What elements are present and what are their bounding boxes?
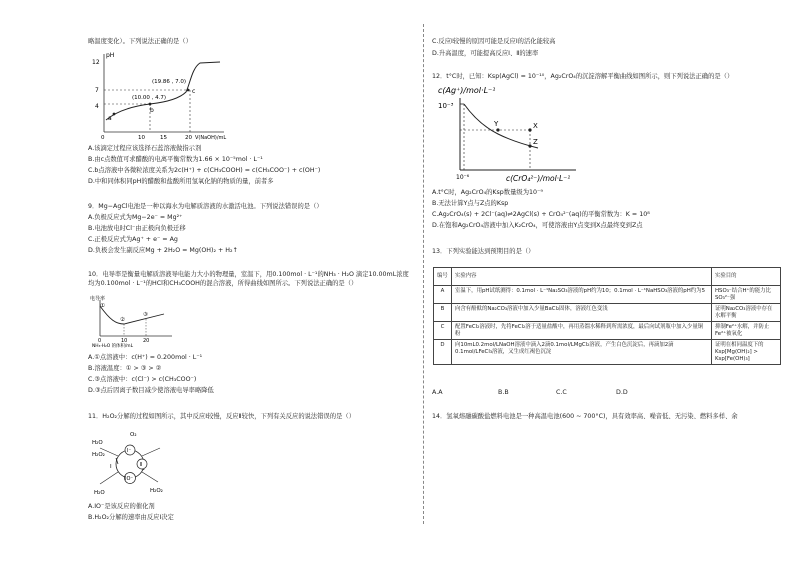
- table-header-row: [434, 268, 781, 286]
- q10-option-a: A.①点溶液中：c(H⁺) = 0.200mol · L⁻¹: [88, 354, 203, 361]
- o2-out-arrow: [142, 448, 160, 456]
- q9-option-d: D.负极会发生副反应Mg + 2H₂O = Mg(OH)₂ + H₂↑: [88, 247, 238, 254]
- conductivity-curve: [100, 306, 164, 324]
- point-3: ③: [143, 312, 148, 318]
- y-axis-label: 电导率: [90, 296, 106, 302]
- label-h2o-top: H₂O: [92, 440, 103, 446]
- q11-stem: 11．H₂O₂分解的过程如图所示，其中反应Ⅰ较慢，反应Ⅱ较快，下列有关反应的说法错误的是（）: [88, 413, 355, 420]
- q13-answer-a: A.A: [432, 389, 443, 396]
- row-d-content: 向10mL0.2mol/LNaOH溶液中滴入2滴0.1mol/LMgCl₂溶液，产生白色沉淀后，再滴加2滴0.1mol/LFeCl₃溶液，又生成红褐色沉淀: [452, 340, 712, 365]
- q11-option-c: C.反应Ⅰ较慢的原因可能是反应Ⅰ的活化能较高: [432, 38, 556, 45]
- x-axis-label: V(NaOH)/mL: [195, 135, 227, 140]
- q8-option-b: B.由c点数值可求醋酸的电离平衡常数为1.66 × 10⁻⁵mol · L⁻¹: [88, 156, 263, 163]
- row-b-purpose: 证明Na₂CO₃溶液中存在水解平衡: [712, 304, 781, 322]
- x-axis-label: c(CrO₄²⁻)/mol·L⁻¹: [506, 174, 571, 183]
- q10-option-d: D.③点后因离子数目减少使溶液电导率略降低: [88, 387, 214, 394]
- x-tick-20: 20: [143, 338, 150, 344]
- label-x: X: [533, 122, 538, 130]
- label-z: Z: [533, 138, 538, 146]
- q13-answer-b: B.B: [498, 389, 509, 396]
- annotation-10-00: (10.00 , 4.7): [132, 95, 167, 101]
- q8-option-c: C.b点溶液中各微粒浓度关系为2c(H⁺) + c(CH₃COOH) = c(CH₃COO⁻) + c(OH⁻): [88, 167, 321, 174]
- q9-option-b: B.电池放电时Cl⁻由正极向负极迁移: [88, 225, 186, 232]
- y-tick-4: 4: [95, 103, 99, 110]
- label-c: c: [192, 88, 196, 95]
- row-b-content: 向含有酚酞的Na₂CO₃溶液中加入少量BaCl₂固体，溶液红色变浅: [452, 304, 712, 322]
- x-tick-0: 0: [101, 135, 105, 140]
- column-divider: [423, 24, 424, 524]
- row-d-purpose: 证明在相同温度下的Ksp[Mg(OH)₂] > Ksp[Fe(OH)₃]: [712, 340, 781, 365]
- y-tick-7: 7: [95, 87, 99, 94]
- row-a-purpose: HSO₃⁻结合H⁺的能力比SO₃²⁻强: [712, 286, 781, 304]
- q13-stem: 13．下列实验能达到预期目的是（）: [432, 248, 535, 255]
- label-b: b: [150, 107, 154, 114]
- point-b: [149, 103, 152, 106]
- left-column: [88, 0, 410, 562]
- row-d-number: D: [434, 340, 452, 365]
- q13-answer-d: D.D: [616, 389, 628, 396]
- y-tick-12: 12: [92, 59, 100, 66]
- q9-option-a: A.负极反应式为Mg−2e⁻ = Mg²⁺: [88, 214, 183, 221]
- point-a: [113, 113, 116, 116]
- x-tick: 10⁻⁶: [456, 174, 470, 181]
- h2o-out-arrow-1: [100, 472, 118, 484]
- x-tick-0: 0: [98, 338, 102, 344]
- row-c-number: C: [434, 322, 452, 340]
- q8-stem-tail: 略温度变化）。下列说法正确的是（）: [88, 38, 192, 45]
- q11-option-b: B.H₂O₂分解的速率由反应Ⅰ决定: [88, 514, 174, 521]
- label-h2o-bottom: H₂O: [94, 490, 105, 496]
- point-2: ②: [120, 317, 125, 323]
- point-x: [528, 128, 531, 131]
- label-i-minus: I⁻: [127, 448, 132, 454]
- table-header-number: 编号: [434, 268, 452, 286]
- q14-stem: 14．氢氧熔融碳酸盐燃料电池是一种高温电池(600 ~ 700°C)，具有效率高、噪音低、无污染、燃料多样、余: [432, 413, 738, 420]
- table-row: [434, 286, 781, 304]
- annotation-19-86: (19.86 , 7.0): [152, 79, 187, 85]
- q10-conductivity-graph: [90, 294, 180, 348]
- q8-option-a: A.该滴定过程应该选择石蕊溶液做指示剂: [88, 145, 202, 152]
- q8-ph-titration-graph: [92, 48, 232, 140]
- q11-catalytic-cycle-diagram: [90, 428, 170, 498]
- label-step-1: Ⅰ: [110, 464, 112, 470]
- row-a-content: 室温下，用pH试纸测得：0.1mol · L⁻¹Na₂SO₃溶液的pH约为10；0.1mol · L⁻¹NaHSO₃溶液的pH约为5: [452, 286, 712, 304]
- label-step-2: Ⅱ: [140, 462, 143, 468]
- q8-option-d: D.中和同体积同pH的醋酸和盐酸所用氢氧化钠的物质的量，前者多: [88, 178, 274, 185]
- titration-curve: [106, 62, 220, 120]
- q13-experiment-table: [433, 267, 781, 365]
- x-axis-label: NH₃·H₂O 的体积/mL: [92, 344, 134, 348]
- point-1: ①: [100, 303, 105, 309]
- y-tick: 10⁻³: [438, 102, 454, 110]
- q12-option-b: B.无法计算Y点与Z点的Ksp: [432, 200, 509, 207]
- point-z: [528, 144, 531, 147]
- q11-option-d: D.升高温度，可能提高反应Ⅰ、Ⅱ的速率: [432, 50, 539, 57]
- table-row: [434, 340, 781, 365]
- y-axis-label: c(Ag⁺)/mol·L⁻¹: [438, 86, 496, 95]
- q10-option-c: C.③点溶液中：c(Cl⁻) > c(CH₃COO⁻): [88, 376, 197, 383]
- x-tick-15: 15: [160, 135, 167, 140]
- q12-stem: 12．t°C时，已知：Ksp(AgCl) = 10⁻¹⁰，Ag₂CrO₄的沉淀溶解平衡曲线如图所示，则下列说法正确的是（）: [432, 73, 734, 80]
- label-h2o2-right: H₂O₂: [150, 488, 163, 494]
- q13-answer-c: C.C: [556, 389, 567, 396]
- ag2cro4-curve: [464, 104, 538, 148]
- table-row: [434, 304, 781, 322]
- x-tick-10: 10: [138, 135, 145, 140]
- label-h2o2-left: H₂O₂: [92, 452, 105, 458]
- label-a: a: [108, 115, 112, 122]
- h2o2-in-arrow-2: [142, 472, 158, 482]
- q9-stem: 9．Mg−AgCl电池是一种以海水为电解质溶液的水激活电池。下列说法错误的是（）: [88, 203, 323, 210]
- q12-solubility-graph: [434, 84, 584, 184]
- q10-option-b: B.溶液温度：① > ③ > ②: [88, 365, 162, 372]
- q12-option-d: D.在饱和Ag₂CrO₄溶液中加入K₂CrO₄，可使溶液由Y点变到X点最终变到Z点: [432, 222, 643, 229]
- point-y: [496, 128, 499, 131]
- label-o2: O₂: [130, 432, 137, 438]
- table-header-content: 实验内容: [452, 268, 712, 286]
- table-header-purpose: 实验目的: [712, 268, 781, 286]
- row-a-number: A: [434, 286, 452, 304]
- label-io-minus: IO⁻: [125, 476, 134, 482]
- label-y: Y: [494, 120, 499, 128]
- y-axis-label: pH: [106, 52, 115, 59]
- row-c-purpose: 抑制Fe²⁺水解，并防止Fe²⁺被氧化: [712, 322, 781, 340]
- q9-option-c: C.正极反应式为Ag⁺ + e⁻ = Ag: [88, 236, 178, 243]
- x-tick-20: 20: [185, 135, 192, 140]
- point-c: [187, 89, 190, 92]
- row-c-content: 配置FeCl₂溶液时，先将FeCl₂溶于适量盐酸中，再用蒸馏水稀释到所需浓度，最后向试剂瓶中加入少量铜粉: [452, 322, 712, 340]
- x-tick-10: 10: [121, 338, 128, 344]
- q10-stem: 10．电导率是衡量电解质溶液导电能力大小的物理量，室温下，用0.100mol · L⁻¹的NH₃ · H₂O 滴定10.00mL浓度均为0.100mol · L⁻¹的HCl和CH₃COOH的混合溶液，所得曲线如图所示。下列说法正确的是（）: [88, 271, 409, 287]
- q11-option-a: A.IO⁻是该反应的催化剂: [88, 503, 155, 510]
- table-row: [434, 322, 781, 340]
- row-b-number: B: [434, 304, 452, 322]
- q12-option-a: A.t°C时，Ag₂CrO₄的Ksp数量级为10⁻⁹: [432, 189, 543, 196]
- q12-option-c: C.Ag₂CrO₄(s) + 2Cl⁻(aq)⇌2AgCl(s) + CrO₄²⁻(aq)的平衡常数为：K = 10⁸: [432, 211, 650, 218]
